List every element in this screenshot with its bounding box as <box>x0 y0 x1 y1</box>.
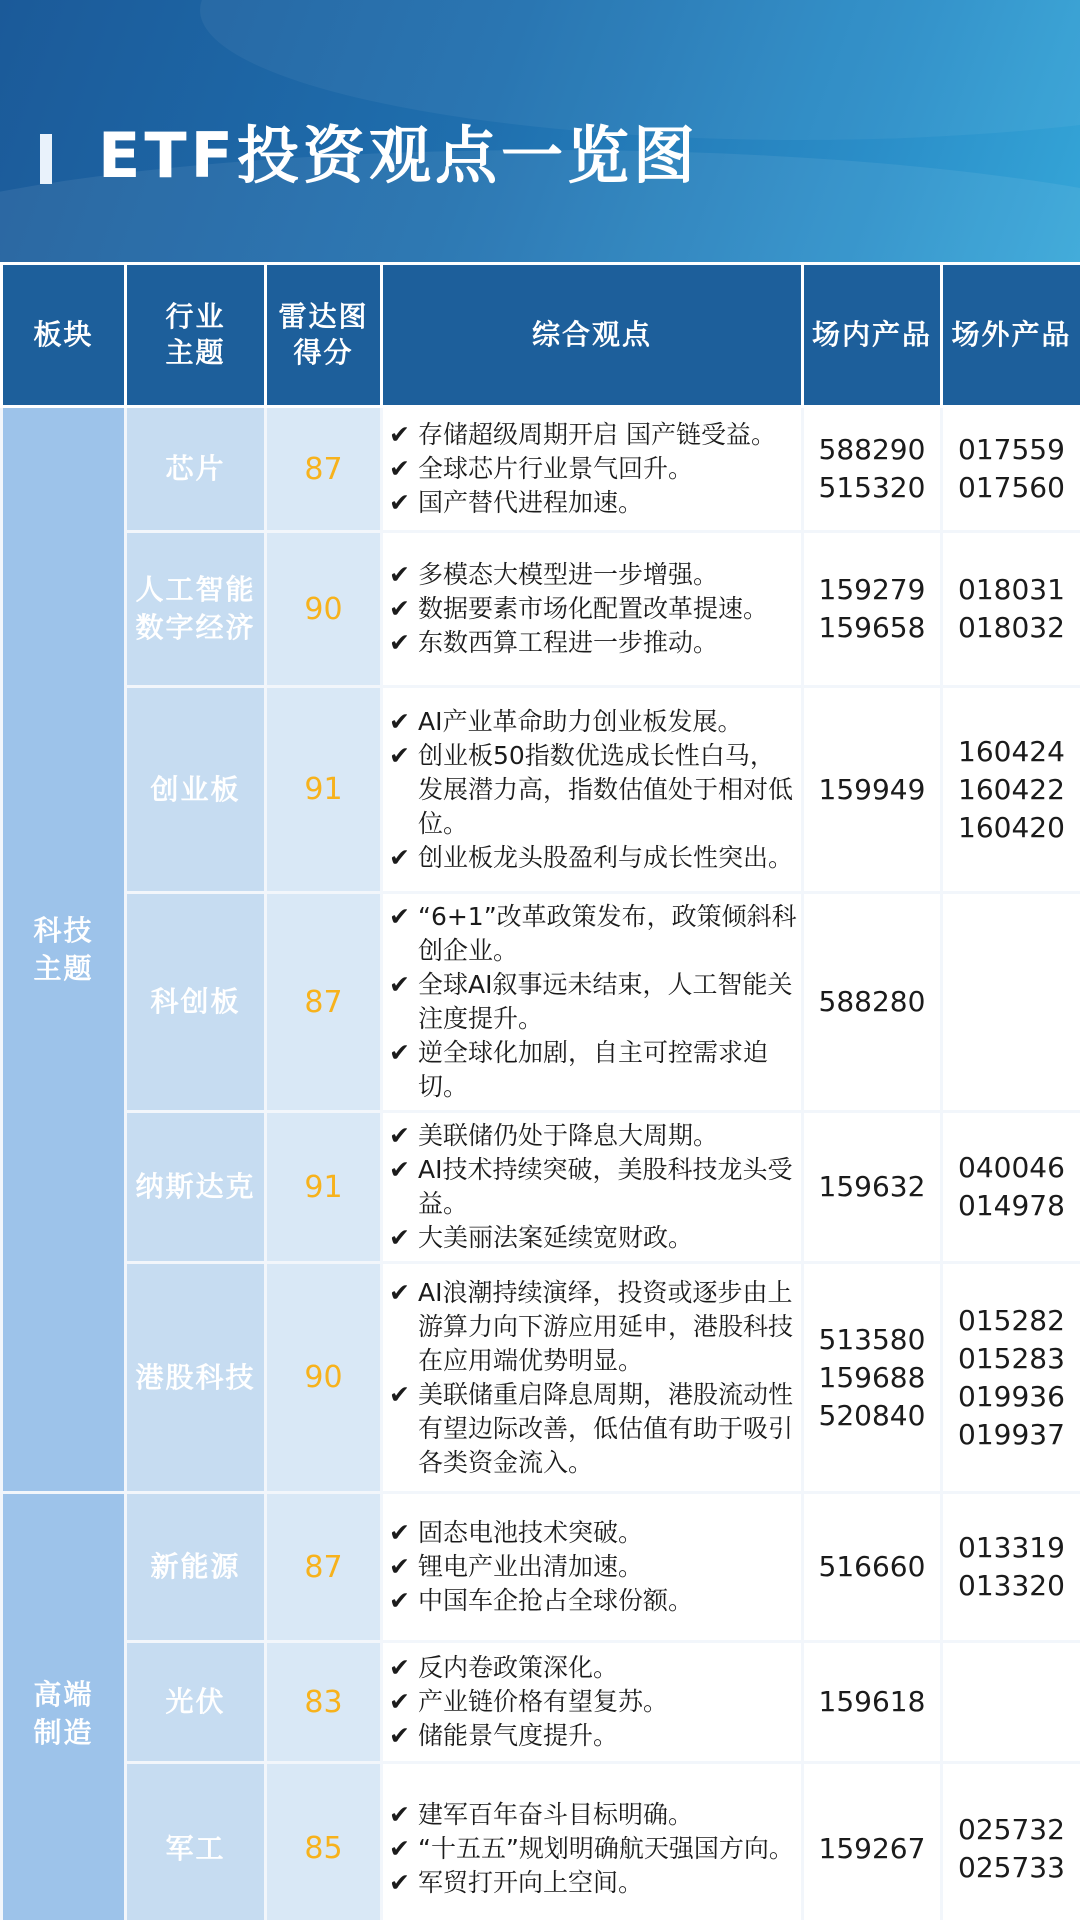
view-point <box>389 1276 797 1378</box>
sector-label: 科技 <box>33 913 94 947</box>
view-point-text: 美联储仍处于降息大周期。 <box>418 1121 719 1150</box>
offmarket-code: 019936 <box>958 1379 1065 1413</box>
view-point <box>389 968 797 1036</box>
industry-cell <box>126 893 266 1112</box>
industry-label: 港股科技 <box>135 1360 256 1394</box>
etf-view-table <box>0 262 1080 1920</box>
score-cell <box>266 1263 382 1493</box>
view-point <box>389 1036 797 1104</box>
offmarket-code: 017559 <box>958 433 1065 466</box>
table-row <box>2 407 1080 532</box>
check-icon: ✔ <box>389 488 410 517</box>
view-point <box>389 1798 797 1832</box>
check-icon: ✔ <box>389 1121 410 1150</box>
view-point-text: 创业板50指数优选成长性白马，发展潜力高，指数估值处于相对低位。 <box>418 740 794 838</box>
view-point-text: 美联储重启降息周期，港股流动性有望边际改善，低估值有助于吸引各类资金流入。 <box>418 1379 794 1477</box>
offmarket-code: 013320 <box>958 1569 1065 1602</box>
onmarket-code: 520840 <box>818 1398 926 1432</box>
view-point-text: AI产业革命助力创业板发展。 <box>418 706 743 736</box>
offmarket-code: 017560 <box>958 471 1065 504</box>
view-point <box>389 1221 797 1255</box>
onmarket-cell <box>803 407 942 532</box>
industry-cell <box>126 1112 266 1263</box>
table-row <box>2 532 1080 687</box>
view-point <box>389 1651 797 1685</box>
check-icon: ✔ <box>389 1721 410 1750</box>
table-row <box>2 1112 1080 1263</box>
view-point-text: “6+1”改革政策发布，政策倾斜科创企业。 <box>418 902 797 965</box>
view-point-text: 全球AI叙事远未结束，人工智能关注度提升。 <box>418 970 793 1033</box>
table-row <box>2 687 1080 893</box>
check-icon: ✔ <box>389 1833 410 1863</box>
industry-cell <box>126 532 266 687</box>
onmarket-code: 515320 <box>818 471 926 504</box>
check-icon: ✔ <box>389 560 410 589</box>
page-title: ETF投资观点一览图 <box>98 119 699 192</box>
score-cell <box>266 1642 382 1763</box>
sector-label: 高端 <box>33 1677 94 1711</box>
view-point-text: AI浪潮持续演绎，投资或逐步由上游算力向下游应用延申，港股科技在应用端优势明显。 <box>418 1277 794 1375</box>
header-sector: 板块 <box>2 264 126 407</box>
radar-score: 91 <box>304 1169 343 1205</box>
view-cell <box>382 407 803 532</box>
offmarket-cell <box>942 532 1080 687</box>
radar-score: 87 <box>304 984 343 1020</box>
industry-label: 科创板 <box>150 985 241 1018</box>
industry-cell <box>126 1642 266 1763</box>
view-point-text: 储能景气度提升。 <box>418 1721 619 1750</box>
check-icon: ✔ <box>389 1038 410 1067</box>
check-icon: ✔ <box>389 1552 410 1581</box>
industry-cell <box>126 407 266 532</box>
view-point-text: 固态电池技术突破。 <box>418 1518 644 1547</box>
onmarket-code: 513580 <box>818 1322 926 1356</box>
check-icon: ✔ <box>389 1223 410 1252</box>
sector-label: 主题 <box>33 951 94 985</box>
table-row <box>2 1493 1080 1642</box>
industry-label: 创业板 <box>150 772 241 806</box>
view-point-text: 数据要素市场化配置改革提速。 <box>418 594 769 623</box>
score-cell <box>266 1493 382 1642</box>
view-point <box>389 626 797 660</box>
industry-cell <box>126 1493 266 1642</box>
view-point-text: “十五五”规划明确航天强国方向。 <box>418 1833 794 1863</box>
check-icon: ✔ <box>389 1155 410 1184</box>
view-point-text: 创业板龙头股盈利与成长性突出。 <box>418 842 794 872</box>
offmarket-code: 160422 <box>958 772 1065 806</box>
score-cell <box>266 687 382 893</box>
header-score: 雷达图 得分 <box>266 264 382 407</box>
check-icon: ✔ <box>389 1653 410 1682</box>
table-row <box>2 1642 1080 1763</box>
score-cell <box>266 1112 382 1263</box>
radar-score: 91 <box>304 772 343 807</box>
view-cell <box>382 1493 803 1642</box>
view-cell <box>382 1642 803 1763</box>
onmarket-code: 588290 <box>818 433 926 466</box>
view-point <box>389 1832 797 1866</box>
onmarket-cell <box>803 1263 942 1493</box>
score-cell <box>266 893 382 1112</box>
onmarket-cell <box>803 532 942 687</box>
offmarket-code: 013319 <box>958 1531 1065 1564</box>
offmarket-cell <box>942 1763 1080 1920</box>
score-cell <box>266 1763 382 1920</box>
view-point-text: 逆全球化加剧，自主可控需求迫切。 <box>418 1038 769 1101</box>
offmarket-code: 025733 <box>958 1850 1065 1884</box>
onmarket-code: 516660 <box>818 1550 926 1583</box>
offmarket-cell <box>942 1263 1080 1493</box>
offmarket-code: 015283 <box>958 1341 1065 1375</box>
table-row <box>2 1763 1080 1920</box>
industry-cell <box>126 1763 266 1920</box>
table-row <box>2 893 1080 1112</box>
view-point-text: 中国车企抢占全球份额。 <box>418 1586 694 1615</box>
view-point-text: AI技术持续突破，美股科技龙头受益。 <box>418 1155 793 1218</box>
view-point <box>389 1550 797 1584</box>
view-point <box>389 592 797 626</box>
radar-score: 90 <box>304 1360 343 1395</box>
industry-label: 数字经济 <box>135 611 256 644</box>
offmarket-code: 018031 <box>958 573 1065 606</box>
view-cell <box>382 532 803 687</box>
check-icon: ✔ <box>389 902 410 931</box>
header-industry: 行业 主题 <box>126 264 266 407</box>
view-point <box>389 1119 797 1153</box>
sector-cell <box>2 1493 126 1920</box>
offmarket-cell <box>942 1493 1080 1642</box>
onmarket-cell <box>803 1763 942 1920</box>
view-point-text: 国产替代进程加速。 <box>418 488 644 517</box>
onmarket-cell <box>803 1493 942 1642</box>
view-point-text: 大美丽法案延续宽财政。 <box>418 1223 694 1252</box>
view-point-text: 全球芯片行业景气回升。 <box>418 454 694 483</box>
view-point <box>389 900 797 968</box>
view-point <box>389 486 797 520</box>
check-icon: ✔ <box>389 1277 410 1307</box>
offmarket-code: 019937 <box>958 1417 1065 1451</box>
onmarket-cell <box>803 687 942 893</box>
table-header-row <box>2 264 1080 407</box>
offmarket-cell <box>942 1642 1080 1763</box>
check-icon: ✔ <box>389 1867 410 1897</box>
industry-cell <box>126 1263 266 1493</box>
industry-label: 纳斯达克 <box>135 1170 256 1203</box>
onmarket-cell <box>803 893 942 1112</box>
view-point <box>389 1866 797 1900</box>
view-point <box>389 705 797 739</box>
radar-score: 90 <box>304 591 343 627</box>
industry-label: 光伏 <box>165 1685 226 1718</box>
view-point-text: 多模态大模型进一步增强。 <box>418 560 719 589</box>
header-onmarket: 场内产品 <box>803 264 942 407</box>
radar-score: 87 <box>304 451 343 487</box>
onmarket-code: 159688 <box>818 1360 926 1394</box>
view-point <box>389 739 797 841</box>
check-icon: ✔ <box>389 1518 410 1547</box>
onmarket-cell <box>803 1642 942 1763</box>
offmarket-code: 015282 <box>958 1303 1065 1337</box>
view-point <box>389 1378 797 1480</box>
view-cell <box>382 1763 803 1920</box>
industry-label: 人工智能 <box>135 573 256 606</box>
offmarket-code: 025732 <box>958 1812 1065 1846</box>
view-cell <box>382 1263 803 1493</box>
offmarket-code: 160420 <box>958 810 1065 844</box>
check-icon: ✔ <box>389 970 410 999</box>
view-point <box>389 452 797 486</box>
check-icon: ✔ <box>389 454 410 483</box>
industry-label: 军工 <box>165 1831 226 1865</box>
view-point-text: 反内卷政策深化。 <box>418 1653 619 1682</box>
view-point <box>389 1685 797 1719</box>
view-point <box>389 558 797 592</box>
view-cell <box>382 893 803 1112</box>
view-point-text: 军贸打开向上空间。 <box>418 1867 644 1897</box>
header-view: 综合观点 <box>382 264 803 407</box>
onmarket-code: 588280 <box>818 985 926 1018</box>
onmarket-code: 159632 <box>818 1170 926 1203</box>
sector-label: 制造 <box>33 1715 94 1749</box>
view-point <box>389 841 797 875</box>
check-icon: ✔ <box>389 1586 410 1615</box>
offmarket-code: 040046 <box>958 1151 1065 1184</box>
view-point <box>389 1153 797 1221</box>
view-point-text: 锂电产业出清加速。 <box>418 1552 644 1581</box>
onmarket-cell <box>803 1112 942 1263</box>
view-point <box>389 418 797 452</box>
header-offmarket: 场外产品 <box>942 264 1080 407</box>
header-banner <box>0 0 1080 262</box>
check-icon: ✔ <box>389 1799 410 1829</box>
view-point-text: 建军百年奋斗目标明确。 <box>418 1799 694 1829</box>
offmarket-code: 014978 <box>958 1189 1065 1222</box>
view-point <box>389 1719 797 1753</box>
check-icon: ✔ <box>389 706 410 736</box>
check-icon: ✔ <box>389 628 410 657</box>
radar-score: 83 <box>304 1684 343 1720</box>
radar-score: 85 <box>304 1831 343 1866</box>
sector-cell <box>2 407 126 1493</box>
offmarket-cell <box>942 687 1080 893</box>
offmarket-code: 160424 <box>958 734 1065 768</box>
offmarket-cell <box>942 1112 1080 1263</box>
onmarket-code: 159267 <box>818 1831 926 1865</box>
view-point-text: 产业链价格有望复苏。 <box>418 1687 669 1716</box>
radar-score: 87 <box>304 1549 343 1585</box>
view-point-text: 东数西算工程进一步推动。 <box>418 628 719 657</box>
offmarket-cell <box>942 893 1080 1112</box>
view-point-text: 存储超级周期开启 国产链受益。 <box>418 420 776 449</box>
check-icon: ✔ <box>389 420 410 449</box>
score-cell <box>266 407 382 532</box>
onmarket-code: 159658 <box>818 611 926 644</box>
industry-cell <box>126 687 266 893</box>
industry-label: 芯片 <box>165 452 226 485</box>
score-cell <box>266 532 382 687</box>
check-icon: ✔ <box>389 594 410 623</box>
view-point <box>389 1516 797 1550</box>
view-cell <box>382 1112 803 1263</box>
onmarket-code: 159949 <box>818 772 926 806</box>
check-icon: ✔ <box>389 842 410 872</box>
industry-label: 新能源 <box>150 1550 241 1583</box>
offmarket-cell <box>942 407 1080 532</box>
offmarket-code: 018032 <box>958 611 1065 644</box>
check-icon: ✔ <box>389 1379 410 1409</box>
check-icon: ✔ <box>389 740 410 770</box>
check-icon: ✔ <box>389 1687 410 1716</box>
title-accent-bar <box>40 134 52 184</box>
view-point <box>389 1584 797 1618</box>
view-cell <box>382 687 803 893</box>
onmarket-code: 159279 <box>818 573 926 606</box>
table-row <box>2 1263 1080 1493</box>
onmarket-code: 159618 <box>818 1685 926 1718</box>
